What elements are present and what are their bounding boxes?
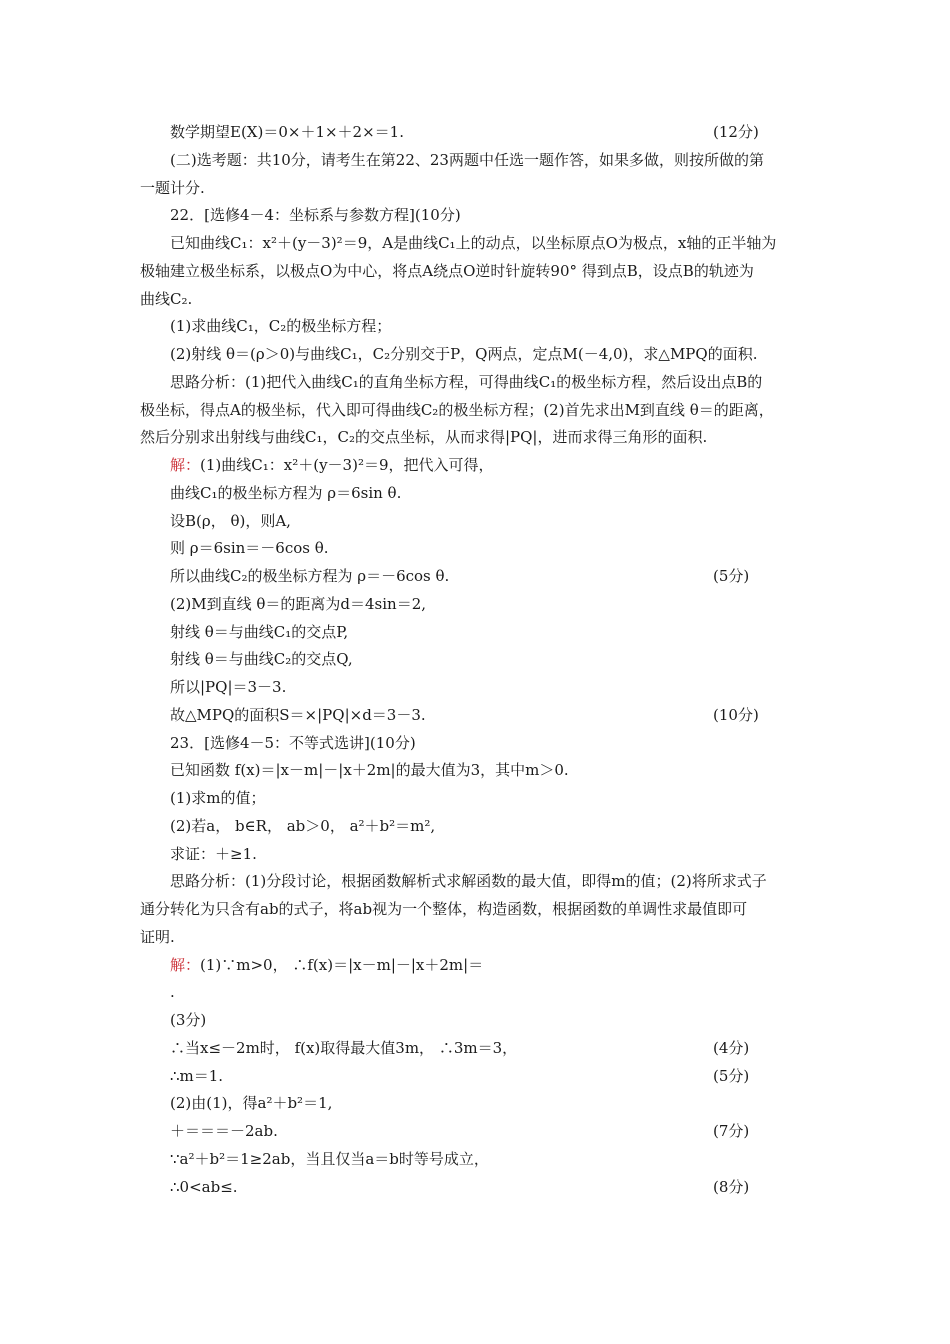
text-line bbox=[0, 1062, 950, 1090]
line-body: 思路分析：(1)分段讨论，根据函数解析式求解函数的最大值，即得m的值；(2)将所求式子 bbox=[170, 872, 767, 891]
text-line bbox=[0, 229, 950, 257]
line-body: 设B(ρ， θ)，则A, bbox=[170, 511, 291, 530]
score-mark: (4分) bbox=[713, 1038, 750, 1057]
text-line bbox=[0, 118, 950, 146]
text-line bbox=[0, 534, 950, 562]
text-line bbox=[0, 867, 950, 895]
line-text bbox=[170, 1006, 206, 1034]
line-body: 已知曲线C₁：x²＋(y－3)²＝9，A是曲线C₁上的动点，以坐标原点O为极点，x轴的正半轴为 bbox=[170, 234, 777, 252]
line-body: 思路分析：(1)把代入曲线C₁的直角坐标方程，可得曲线C₁的极坐标方程，然后设出点B的 bbox=[170, 372, 763, 391]
line-text bbox=[170, 1145, 489, 1173]
line-text bbox=[170, 368, 762, 396]
text-line bbox=[0, 978, 950, 1006]
text-line bbox=[0, 285, 950, 313]
text-line bbox=[0, 812, 950, 840]
line-body: (2)M到直线 θ＝的距离为d＝4sin＝2, bbox=[170, 594, 427, 613]
text-line bbox=[0, 257, 950, 285]
line-body: 极轴建立极坐标系，以极点O为中心，将点A绕点O逆时针旋转90° 得到点B，设点B的轨迹为 bbox=[140, 261, 754, 280]
line-text bbox=[170, 784, 265, 812]
line-body: 证明. bbox=[140, 927, 175, 946]
text-line bbox=[0, 174, 950, 202]
line-body: 求证：＋≥1. bbox=[170, 844, 257, 863]
line-text bbox=[170, 1173, 238, 1201]
text-line bbox=[0, 562, 950, 590]
line-body: 极坐标，得点A的极坐标，代入即可得曲线C₂的极坐标方程；(2)首先求出M到直线 θ＝的距离， bbox=[140, 400, 774, 419]
line-body: (1)求m的值； bbox=[170, 789, 266, 807]
line-body: ∴当x≤－2m时， f(x)取得最大值3m， ∴3m＝3， bbox=[170, 1038, 518, 1057]
text-line bbox=[0, 368, 950, 396]
line-text bbox=[170, 562, 449, 590]
text-line bbox=[0, 1034, 950, 1062]
line-body: (3分) bbox=[170, 1011, 207, 1029]
line-text bbox=[170, 340, 757, 368]
text-line bbox=[0, 146, 950, 174]
line-body: (2)由(1)，得a²＋b²＝1, bbox=[170, 1094, 333, 1113]
text-line bbox=[0, 951, 950, 979]
line-text bbox=[170, 618, 348, 646]
score-mark: (5分) bbox=[713, 1066, 750, 1085]
line-body: (2)若a， b∈R， ab＞0， a²＋b²＝m², bbox=[170, 816, 436, 835]
text-line bbox=[0, 895, 950, 923]
line-text bbox=[140, 923, 175, 951]
line-body: (1)∵m>0， ∴f(x)＝|x－m|－|x＋2m|＝ bbox=[200, 955, 484, 974]
text-line bbox=[0, 340, 950, 368]
text-line bbox=[0, 701, 950, 729]
text-line bbox=[0, 479, 950, 507]
line-body: . bbox=[170, 983, 175, 1002]
score-mark: (7分) bbox=[713, 1122, 750, 1140]
line-body: ∴0<ab≤. bbox=[170, 1177, 238, 1196]
line-body: 数学期望E(X)＝0×＋1×＋2×＝1. bbox=[170, 123, 404, 141]
line-body: 一题计分. bbox=[140, 178, 205, 197]
line-text bbox=[140, 396, 774, 424]
line-body: (1)求曲线C₁，C₂的极坐标方程； bbox=[170, 317, 392, 336]
score-mark: (5分) bbox=[713, 567, 750, 585]
line-body: ∵a²＋b²＝1≥2ab，当且仅当a＝b时等号成立， bbox=[170, 1149, 489, 1168]
line-text bbox=[170, 701, 426, 729]
line-body: ＋＝＝＝－2ab. bbox=[170, 1122, 278, 1140]
line-body: 射线 θ＝与曲线C₁的交点P, bbox=[170, 622, 349, 641]
text-line bbox=[0, 618, 950, 646]
text-line bbox=[0, 756, 950, 784]
text-line bbox=[0, 423, 950, 451]
line-text bbox=[170, 673, 286, 701]
text-line bbox=[0, 673, 950, 701]
text-line bbox=[0, 1145, 950, 1173]
line-text bbox=[170, 645, 353, 673]
score-mark: (10分) bbox=[713, 705, 759, 724]
line-body: 通分转化为只含有ab的式子，将ab视为一个整体，构造函数，根据函数的单调性求最值即可 bbox=[140, 900, 748, 918]
line-text bbox=[170, 840, 257, 868]
line-body: (1)曲线C₁：x²＋(y－3)²＝9，把代入可得， bbox=[200, 456, 494, 474]
text-line bbox=[0, 1117, 950, 1145]
line-body: (2)射线 θ＝(ρ＞0)与曲线C₁，C₂分别交于P，Q两点，定点M(－4,0)，求△MPQ的面积. bbox=[170, 345, 758, 363]
line-text bbox=[140, 895, 747, 923]
line-text bbox=[170, 229, 776, 257]
line-text bbox=[140, 423, 707, 451]
line-text bbox=[170, 479, 401, 507]
line-body: 已知函数 f(x)＝|x－m|－|x＋2m|的最大值为3，其中m＞0. bbox=[170, 761, 569, 780]
text-line bbox=[0, 396, 950, 424]
line-text bbox=[170, 812, 435, 840]
line-text bbox=[170, 978, 175, 1006]
line-body: 故△MPQ的面积S＝×|PQ|×d＝3－3. bbox=[170, 705, 426, 724]
text-line bbox=[0, 1006, 950, 1034]
text-line bbox=[0, 451, 950, 479]
line-text bbox=[170, 534, 329, 562]
text-line bbox=[0, 784, 950, 812]
solution-label: 解： bbox=[170, 955, 201, 974]
line-text bbox=[140, 257, 754, 285]
line-text bbox=[170, 729, 416, 757]
text-line bbox=[0, 645, 950, 673]
line-text bbox=[170, 146, 764, 174]
line-body: 曲线C₁的极坐标方程为 ρ＝6sin θ. bbox=[170, 483, 402, 502]
text-line bbox=[0, 312, 950, 340]
line-text bbox=[170, 590, 426, 618]
line-text bbox=[140, 285, 192, 313]
line-text bbox=[170, 1089, 332, 1117]
line-body: 然后分别求出射线与曲线C₁，C₂的交点坐标，从而求得|PQ|，进而求得三角形的面积. bbox=[140, 428, 708, 447]
text-line bbox=[0, 923, 950, 951]
line-text bbox=[170, 507, 291, 535]
solution-label: 解： bbox=[170, 456, 201, 474]
text-line bbox=[0, 840, 950, 868]
line-body: 23．[选修4－5：不等式选讲](10分) bbox=[170, 733, 416, 752]
text-line bbox=[0, 507, 950, 535]
line-body: 射线 θ＝与曲线C₂的交点Q, bbox=[170, 650, 353, 669]
line-body: 22．[选修4－4：坐标系与参数方程](10分) bbox=[170, 206, 461, 225]
line-text bbox=[170, 1034, 517, 1062]
line-text bbox=[170, 118, 404, 146]
score-mark: (8分) bbox=[713, 1177, 750, 1196]
line-body: 则 ρ＝6sin＝－6cos θ. bbox=[170, 539, 329, 558]
line-text bbox=[170, 451, 494, 479]
line-text bbox=[170, 1117, 278, 1145]
text-line bbox=[0, 1173, 950, 1201]
text-line bbox=[0, 1089, 950, 1117]
line-text bbox=[170, 867, 767, 895]
line-text bbox=[170, 312, 391, 340]
line-body: ∴m＝1. bbox=[170, 1066, 224, 1085]
score-mark: (12分) bbox=[713, 123, 759, 141]
line-text bbox=[140, 174, 205, 202]
line-body: 所以曲线C₂的极坐标方程为 ρ＝－6cos θ. bbox=[170, 567, 450, 585]
text-line bbox=[0, 729, 950, 757]
line-text bbox=[170, 951, 483, 979]
line-text bbox=[170, 1062, 223, 1090]
line-body: (二)选考题：共10分，请考生在第22、23两题中任选一题作答，如果多做，则按所做的第 bbox=[170, 150, 764, 169]
line-text bbox=[170, 201, 461, 229]
line-body: 所以|PQ|＝3－3. bbox=[170, 678, 287, 696]
text-line bbox=[0, 201, 950, 229]
line-text bbox=[170, 756, 569, 784]
line-body: 曲线C₂. bbox=[140, 289, 193, 308]
text-line bbox=[0, 590, 950, 618]
